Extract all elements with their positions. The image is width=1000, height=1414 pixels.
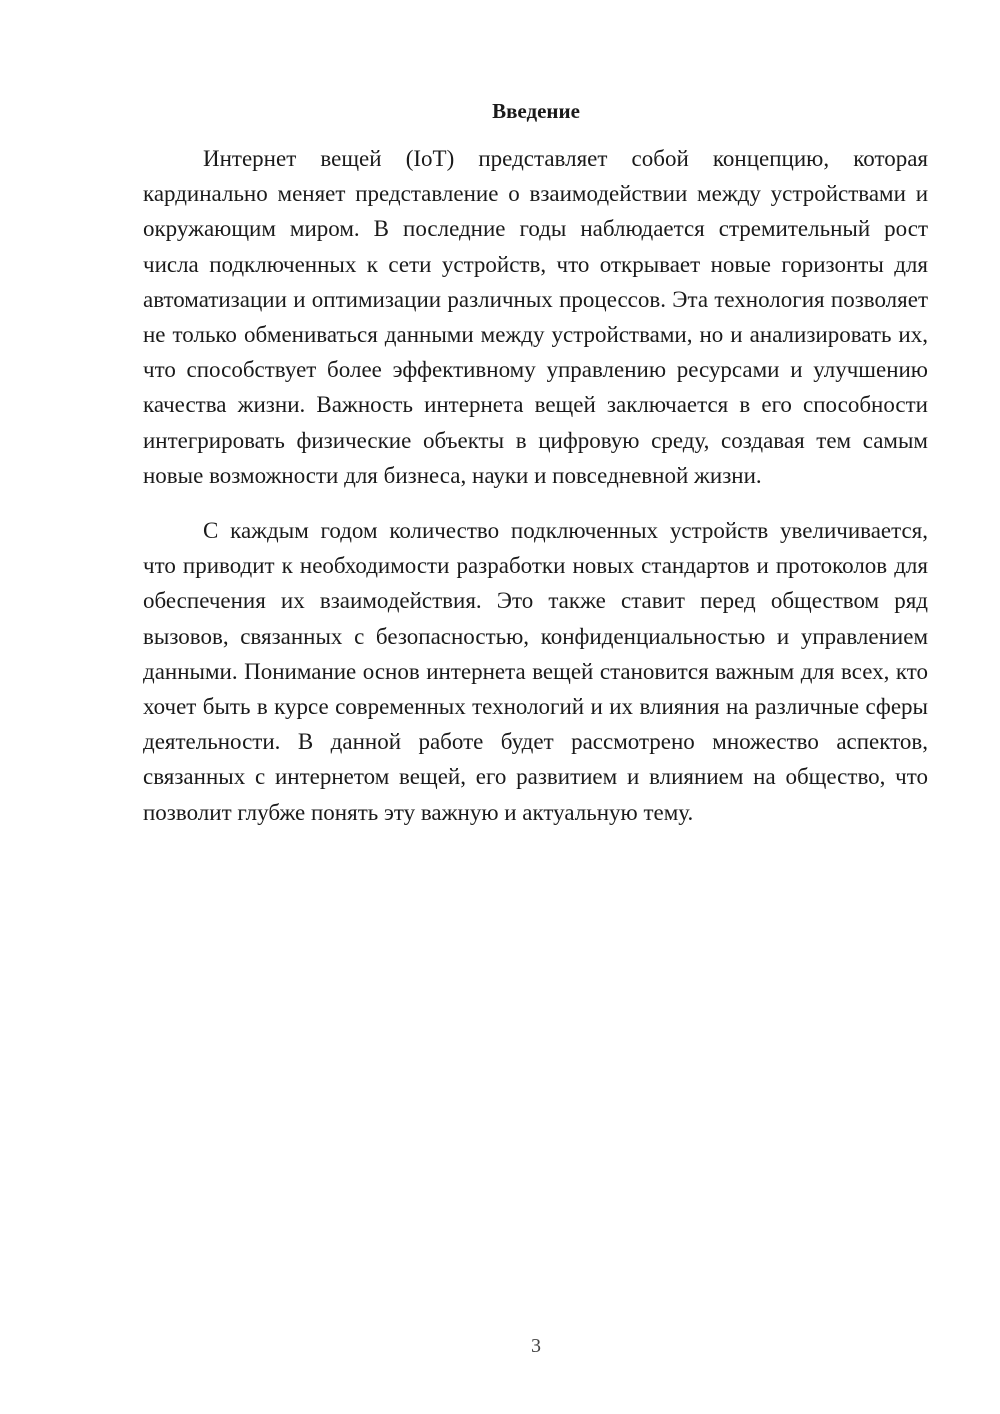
paragraph-1: Интернет вещей (IoT) представляет собой концепцию, которая кардинально меняет представление о взаимодействии между устройствами и окружающим миром. В последние годы наблюдается стремительный рост числа подключенных к сети устройств, что открывает новые горизонты для автоматизации и оптимизации различных процессов. Эта технология позволяет не только обмениваться данными между устройствами, но и анализировать их, что способствует более эффективному управлению ресурсами и улучшению качества жизни. Важность интернета вещей заключается в его способности интегрировать физические объекты в цифровую среду, создавая тем самым новые возможности для бизнеса, науки и повседневной жизни. bbox=[143, 146, 928, 488]
page-number: 3 bbox=[531, 1335, 541, 1357]
section-heading: Введение bbox=[492, 99, 580, 123]
paragraph-2: С каждым годом количество подключенных устройств увеличивается, что приводит к необходимости разработки новых стандартов и протоколов для обеспечения их взаимодействия. Это также ставит перед обществом ряд вызовов, связанных с безопасностью, конфиденциальностью и управлением данными. Понимание основ интернета вещей становится важным для всех, кто хочет быть в курсе современных технологий и их влияния на различные сферы деятельности. В данной работе будет рассмотрено множество аспектов, связанных с интернетом вещей, его развитием и влиянием на общество, что позволит глубже понять эту важную и актуальную тему. bbox=[143, 518, 928, 825]
body-text bbox=[143, 141, 928, 830]
